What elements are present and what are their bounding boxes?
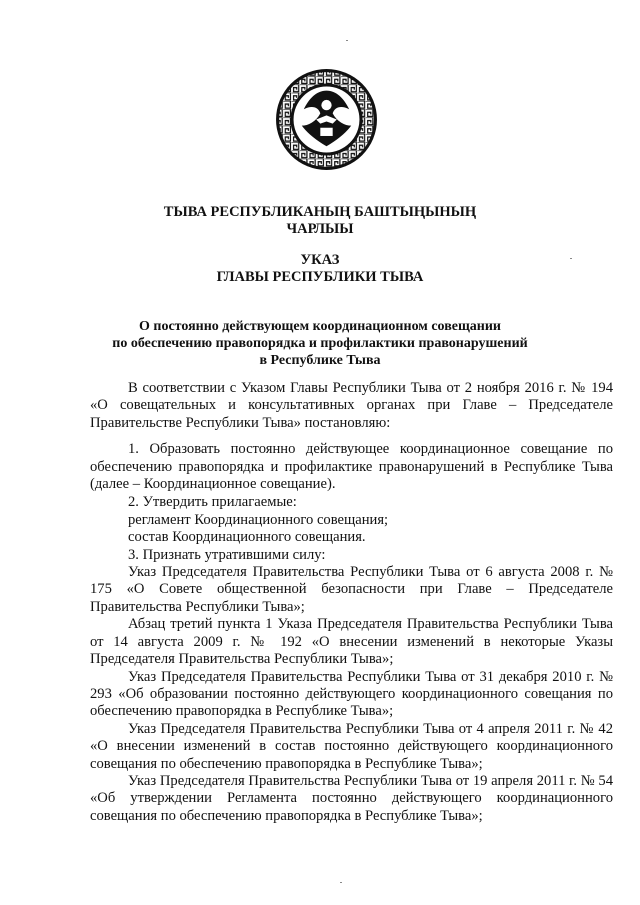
header-ukaz [0, 252, 640, 286]
header-ukaz-line1: УКАЗ [300, 252, 340, 268]
emblem-icon [275, 68, 378, 171]
decree-title-line3: в Республике Тыва [259, 353, 381, 368]
repeal-2-paragraph: Абзац третий пункта 1 Указа Председателя Правительства Республики Тыва от 14 августа 2009 г. № 192 «О внесении изменений в некоторые Указы Председателя Правительства Республики Тыва»; [90, 616, 613, 668]
scan-speck [346, 40, 348, 41]
header-ukaz-line2: ГЛАВЫ РЕСПУБЛИКИ ТЫВА [216, 269, 424, 285]
preamble-paragraph: В соответствии с Указом Главы Республики Тыва от 2 ноября 2016 г. № 194 «О совещательных и консультативных органах при Главе – Председателе Правительстве Республики Тыва» постановляю: [90, 380, 613, 431]
repeal-4-paragraph: Указ Председателя Правительства Республики Тыва от 4 апреля 2011 г. № 42 «О внесении изменений в состав постоянно действующего координационного совещания по обеспечению правопорядка в Республике Тыва»; [90, 720, 613, 772]
repeal-3-paragraph: Указ Председателя Правительства Республики Тыва от 31 декабря 2010 г. № 293 «Об образовании постоянно действующего координационного совещания по обеспечению правопорядка в Республике Тыва»; [90, 668, 613, 720]
scan-speck [570, 258, 572, 259]
repeal-1-paragraph: Указ Председателя Правительства Республики Тыва от 6 августа 2008 г. № 175 «О Совете общественной безопасности при Главе – Председателе Правительства Республики Тыва»; [90, 564, 613, 615]
decree-title-line1: О постоянно действующем координационном совещании [139, 319, 501, 334]
header-tuva [0, 204, 640, 238]
repeal-5-paragraph: Указ Председателя Правительства Республики Тыва от 19 апреля 2011 г. № 54 «Об утверждении Регламента постоянно действующего координационного совещания по обеспечению правопорядка в Республике Тыва»; [90, 772, 613, 824]
decree-body [90, 380, 613, 825]
item-2b-paragraph: состав Координационного совещания. [128, 529, 366, 546]
scan-speck [340, 882, 342, 883]
decree-title-line2: по обеспечению правопорядка и профилактики правонарушений [112, 336, 528, 351]
header-tuva-line2: ЧАРЛЫЫ [286, 221, 354, 237]
item-3-paragraph: 3. Признать утратившими силу: [128, 546, 326, 563]
header-tuva-line1: ТЫВА РЕСПУБЛИКАНЫҢ БАШТЫҢЫНЫҢ [163, 204, 477, 220]
item-1-paragraph: 1. Образовать постоянно действующее координационное совещание по обеспечению правопорядка и профилактике правонарушений в Республике Тыва (далее – Координационное совещание). [90, 441, 613, 493]
decree-title [0, 318, 640, 369]
item-2a-paragraph: регламент Координационного совещания; [128, 511, 389, 528]
coat-of-arms-emblem [275, 68, 378, 171]
item-2-paragraph: 2. Утвердить прилагаемые: [128, 494, 297, 511]
